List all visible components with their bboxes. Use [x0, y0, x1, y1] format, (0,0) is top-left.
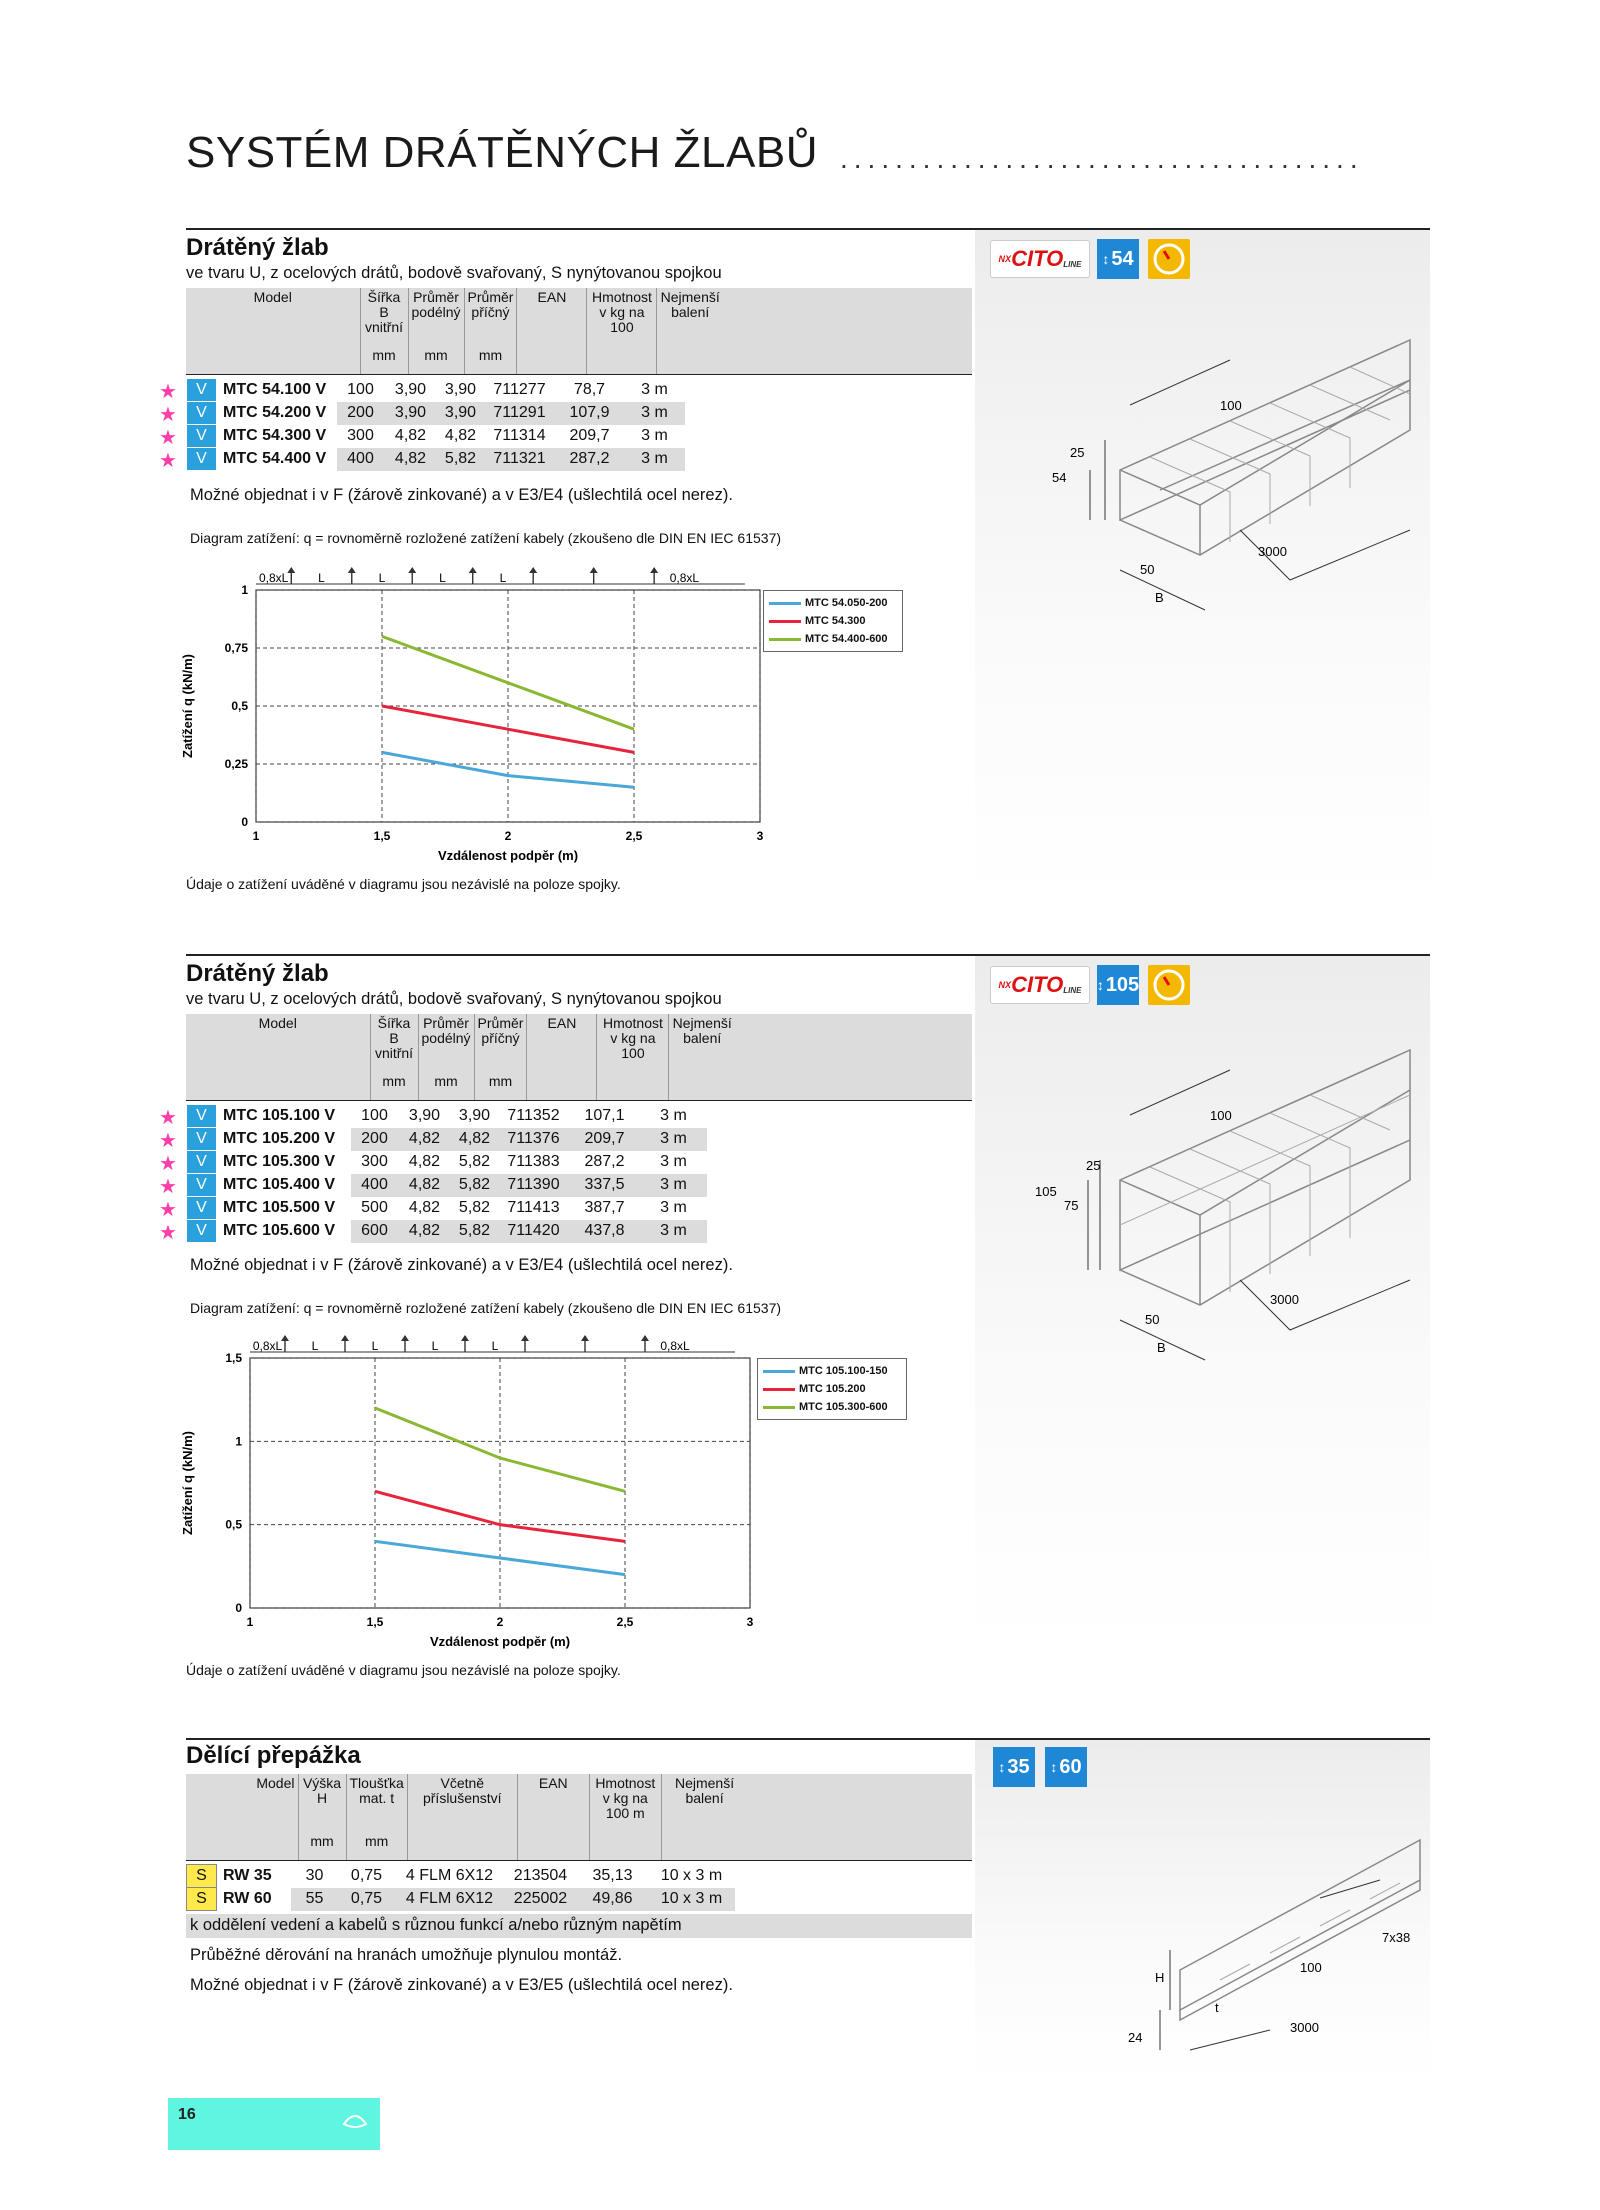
span-label: 0,8xL: [252, 1339, 283, 1353]
col-ean: EAN: [527, 1014, 597, 1072]
cell-w: 100: [361, 1107, 388, 1124]
table-row: [187, 1174, 707, 1197]
span-label: L: [371, 1339, 379, 1353]
unit: mm: [370, 1072, 418, 1100]
new-product-star-icon: ★: [159, 1199, 177, 1221]
cell-pack: 3 m: [641, 1220, 707, 1243]
cell-model: RW 60: [223, 1890, 272, 1907]
cell-kg: 107,1: [584, 1107, 625, 1124]
col-model: Model: [253, 289, 292, 305]
col-long-diam: Průměr podélný: [408, 288, 464, 346]
chart-legend: [757, 1358, 907, 1420]
diagram-footnote: Údaje o zatížení uváděné v diagramu jsou nezávislé na poloze spojky.: [186, 1662, 621, 1678]
span-label: L: [499, 571, 507, 585]
x-tick-label: 1,5: [366, 1615, 384, 1629]
cell-w: 600: [351, 1220, 399, 1243]
support-arrow: [581, 1335, 589, 1341]
support-arrow: [341, 1335, 349, 1341]
variant-badge: S: [187, 1865, 217, 1888]
cell-kg: 35,13: [592, 1867, 633, 1884]
cell-pack: 3 m: [625, 448, 685, 471]
dim-label: 3000: [1270, 1292, 1299, 1307]
cell-kg: 49,86: [577, 1888, 649, 1911]
cell-h: 55: [291, 1888, 339, 1911]
unit: mm: [408, 346, 464, 374]
variant-badge: V ★: [187, 1220, 217, 1243]
col-cross-diam: Průměr příčný: [464, 288, 517, 346]
cell-ean: 711321: [485, 448, 555, 471]
cell-w: 300: [347, 427, 374, 444]
cell-model: MTC 105.300 V: [223, 1153, 336, 1170]
cell-ean: 711420: [499, 1220, 569, 1243]
col-accessories: Včetně příslušenství: [407, 1774, 517, 1832]
span-label: L: [318, 571, 325, 585]
y-tick-label: 1,5: [225, 1351, 242, 1365]
cell-d2: 3,90: [437, 402, 485, 425]
cell-d2: 5,82: [458, 1153, 491, 1170]
cell-pack: 3 m: [625, 402, 685, 425]
cell-d2: 4,82: [451, 1128, 499, 1151]
cell-w: 200: [337, 402, 385, 425]
col-width: Šířka B vnitřní: [370, 1014, 418, 1072]
cell-d1: 3,90: [408, 1107, 441, 1124]
cell-w: 300: [361, 1153, 388, 1170]
cell-d1: 4,82: [399, 1220, 451, 1243]
divider-drawing: [1120, 1820, 1430, 2070]
cell-kg: 209,7: [569, 427, 610, 444]
table-row: [187, 1888, 735, 1911]
cell-ean: 711277: [493, 381, 546, 398]
variant-badge: V ★: [187, 1197, 217, 1220]
section-title: Dělící přepážka: [186, 1742, 361, 1769]
dim-label: 3000: [1258, 544, 1287, 559]
span-label: L: [491, 1339, 499, 1353]
new-product-star-icon: ★: [159, 1107, 177, 1129]
page-title: SYSTÉM DRÁTĚNÝCH ŽLABŮ: [186, 128, 818, 177]
support-arrow: [529, 567, 537, 573]
cito-line-logo: NX CITO LINE: [990, 966, 1090, 1004]
span-label: 0,8xL: [660, 1339, 690, 1353]
y-axis-label: Zatížení q (kN/m): [180, 1430, 195, 1536]
variant-badge: V ★: [187, 425, 217, 448]
x-tick-label: 2,5: [616, 1615, 634, 1629]
span-label: L: [439, 571, 446, 585]
legend-entry: MTC 54.400-600: [769, 630, 897, 648]
cell-model: RW 35: [223, 1867, 272, 1884]
new-product-star-icon: ★: [159, 1222, 177, 1244]
cell-model: MTC 54.200 V: [223, 404, 327, 421]
dim-label: 100: [1210, 1108, 1232, 1123]
x-tick-label: 1: [252, 829, 260, 843]
cell-acc: 4 FLM 6X12: [405, 1867, 494, 1884]
variant-badge: V ★: [187, 1151, 217, 1174]
table-row: [187, 1105, 707, 1128]
tray-drawing-54: [1000, 320, 1420, 640]
cell-kg: 209,7: [569, 1128, 641, 1151]
variant-badge: V ★: [187, 402, 217, 425]
dim-label: 25: [1070, 445, 1085, 460]
y-tick-label: 0,5: [231, 699, 248, 713]
brand-mark-icon: [340, 2106, 370, 2130]
cell-d2: 3,90: [444, 381, 477, 398]
cell-model: MTC 105.100 V: [223, 1107, 336, 1124]
cell-ean: 711376: [499, 1128, 569, 1151]
support-arrow: [287, 567, 295, 573]
dim-label: 100: [1300, 1960, 1322, 1975]
y-tick-label: 0,75: [224, 641, 248, 655]
unit: mm: [474, 1072, 527, 1100]
cell-d1: 4,82: [408, 1153, 441, 1170]
dim-label: 7x38: [1382, 1930, 1411, 1945]
variant-badge: V ★: [187, 448, 217, 471]
cell-model: MTC 105.500 V: [223, 1199, 336, 1216]
new-product-star-icon: ★: [159, 381, 177, 403]
product-table-body: [159, 378, 685, 472]
cell-d1: 4,82: [399, 1128, 451, 1151]
section-title: Drátěný žlab: [186, 960, 329, 987]
cell-w: 500: [361, 1199, 388, 1216]
cell-d1: 3,90: [394, 381, 427, 398]
table-row: [187, 379, 685, 402]
x-tick-label: 2: [496, 1615, 504, 1629]
height-icon-35: ↕ 35: [993, 1747, 1035, 1787]
chart-legend: [763, 590, 903, 652]
support-arrow: [408, 567, 416, 573]
table-row: [187, 448, 685, 471]
cell-ean: 711314: [493, 427, 546, 444]
col-ean: EAN: [517, 288, 587, 346]
x-tick-label: 2,5: [625, 829, 643, 843]
cell-w: 400: [337, 448, 385, 471]
x-tick-label: 1,5: [373, 829, 391, 843]
cell-d2: 3,90: [458, 1107, 491, 1124]
y-tick-label: 1: [241, 583, 248, 597]
quick-mount-clock-icon: [1148, 965, 1190, 1005]
support-arrow: [281, 1335, 289, 1341]
cell-model: MTC 54.300 V: [223, 427, 327, 444]
section-subtitle: ve tvaru U, z ocelových drátů, bodově svařovaný, S nynýtovanou spojkou: [186, 264, 722, 282]
quick-mount-clock-icon: [1148, 239, 1190, 279]
cell-w: 100: [347, 381, 374, 398]
dim-label: 105: [1035, 1184, 1057, 1199]
cell-ean: 711291: [485, 402, 555, 425]
x-tick-label: 1: [246, 1615, 254, 1629]
cell-model: MTC 105.200 V: [223, 1130, 336, 1147]
cell-ean: 225002: [505, 1888, 577, 1911]
cell-d2: 5,82: [437, 448, 485, 471]
cell-model: MTC 54.400 V: [223, 450, 327, 467]
dim-label: B: [1157, 1340, 1166, 1355]
unit: mm: [418, 1072, 474, 1100]
y-tick-label: 0: [241, 815, 248, 829]
legend-entry: MTC 105.100-150: [763, 1362, 901, 1380]
product-table-body: [159, 1104, 707, 1244]
section-subtitle: ve tvaru U, z ocelových drátů, bodově svařovaný, S nynýtovanou spojkou: [186, 990, 722, 1008]
dim-label: t: [1215, 2000, 1219, 2015]
cell-model: MTC 105.600 V: [223, 1222, 336, 1239]
x-axis-label: Vzdálenost podpěr (m): [429, 1634, 571, 1649]
col-thickness: Tloušťka mat. t: [346, 1774, 407, 1832]
new-product-star-icon: ★: [159, 404, 177, 426]
variant-badge: V ★: [187, 1128, 217, 1151]
y-tick-label: 0,25: [224, 757, 248, 771]
legend-entry: MTC 54.300: [769, 612, 897, 630]
cell-ean: 711413: [507, 1199, 560, 1216]
cito-line-logo: NX CITO LINE: [990, 240, 1090, 278]
variant-badge: V ★: [187, 1105, 217, 1128]
height-icon-60: ↕ 60: [1045, 1747, 1087, 1787]
title-dots: ......................................: [840, 146, 1364, 172]
new-product-star-icon: ★: [159, 427, 177, 449]
cell-ean: 711390: [499, 1174, 569, 1197]
cell-pack: 3 m: [641, 1174, 707, 1197]
support-arrow: [650, 567, 658, 573]
cell-d1: 4,82: [394, 427, 427, 444]
cell-kg: 387,7: [584, 1199, 625, 1216]
legend-entry: MTC 105.300-600: [763, 1398, 901, 1416]
col-pack: Nejmenší balení: [661, 1774, 747, 1832]
cell-d2: 5,82: [451, 1220, 499, 1243]
unit: mm: [346, 1832, 407, 1860]
x-tick-label: 3: [756, 829, 764, 843]
span-label: 0,8xL: [669, 571, 700, 585]
col-model: Model: [258, 1015, 297, 1031]
cell-kg: 337,5: [569, 1174, 641, 1197]
dim-label: 50: [1145, 1312, 1160, 1327]
cell-pack: 10 x 3 m: [649, 1888, 735, 1911]
dim-label: 100: [1220, 398, 1242, 413]
height-icon: ↕ 54: [1097, 239, 1139, 279]
dim-label: 3000: [1290, 2020, 1319, 2035]
y-tick-label: 0: [235, 1601, 242, 1615]
diagram-caption: Diagram zatížení: q = rovnoměrně rozložené zatížení kabely (zkoušeno dle DIN EN IEC 61537): [190, 530, 782, 546]
cell-model: MTC 105.400 V: [223, 1176, 336, 1193]
dim-label: 75: [1064, 1198, 1079, 1213]
table-row: [187, 425, 685, 448]
cell-kg: 78,7: [573, 381, 606, 398]
y-axis-label: Zatížení q (kN/m): [180, 653, 195, 759]
cell-pack: 3 m: [641, 427, 668, 444]
cell-ean: 711352: [507, 1107, 560, 1124]
cell-kg: 107,9: [555, 402, 625, 425]
order-note: Možné objednat i v F (žárově zinkované) a v E3/E4 (ušlechtilá ocel nerez).: [190, 486, 733, 504]
y-tick-label: 1: [235, 1434, 242, 1449]
cell-ean: 213504: [513, 1867, 568, 1884]
table-row: [187, 1220, 707, 1243]
table-row: [187, 1865, 735, 1888]
new-product-star-icon: ★: [159, 1153, 177, 1175]
variant-badge: S: [187, 1888, 217, 1911]
support-arrow: [469, 567, 477, 573]
cell-d2: 5,82: [458, 1199, 491, 1216]
diagram-footnote: Údaje o zatížení uváděné v diagramu jsou nezávislé na poloze spojky.: [186, 876, 621, 892]
order-note: Možné objednat i v F (žárově zinkované) a v E3/E5 (ušlechtilá ocel nerez).: [190, 1976, 733, 1994]
x-tick-label: 2: [504, 829, 512, 843]
dim-label: B: [1155, 590, 1164, 605]
perforation-note: Průběžné děrování na hranách umožňuje plynulou montáž.: [190, 1946, 623, 1964]
col-ean: EAN: [517, 1774, 589, 1832]
x-axis-label: Vzdálenost podpěr (m): [437, 848, 579, 863]
dim-label: 50: [1140, 562, 1155, 577]
new-product-star-icon: ★: [159, 1130, 177, 1152]
cell-ean: 711383: [507, 1153, 560, 1170]
table-row: [187, 1128, 707, 1151]
legend-entry: MTC 105.200: [763, 1380, 901, 1398]
support-arrow: [641, 1335, 649, 1341]
unit: mm: [298, 1832, 346, 1860]
cell-pack: 3 m: [660, 1107, 687, 1124]
product-table: [186, 1014, 735, 1100]
col-pack: Nejmenší balení: [669, 1014, 735, 1072]
height-icon: ↕ 105: [1097, 965, 1139, 1005]
support-arrow: [348, 567, 356, 573]
product-table: [186, 288, 723, 374]
support-arrow: [461, 1335, 469, 1341]
col-model: Model: [256, 1775, 295, 1791]
dim-label: H: [1155, 1970, 1165, 1985]
legend-entry: MTC 54.050-200: [769, 594, 897, 612]
col-long-diam: Průměr podélný: [418, 1014, 474, 1072]
support-arrow: [401, 1335, 409, 1341]
span-label: L: [431, 1339, 439, 1353]
product-table: [186, 1774, 747, 1860]
tray-drawing-105: [1000, 1030, 1420, 1370]
span-label: 0,8xL: [258, 571, 289, 585]
cell-d2: 4,82: [444, 427, 477, 444]
diagram-caption: Diagram zatížení: q = rovnoměrně rozložené zatížení kabely (zkoušeno dle DIN EN IEC 61537): [190, 1300, 782, 1316]
col-weight: Hmotnost v kg na 100: [587, 288, 657, 346]
support-arrow: [521, 1335, 529, 1341]
col-height: Výška H: [298, 1774, 346, 1832]
dim-label: 54: [1052, 470, 1067, 485]
cell-d1: 4,82: [385, 448, 437, 471]
cell-d1: 4,82: [399, 1174, 451, 1197]
span-label: L: [311, 1339, 319, 1353]
col-cross-diam: Průměr příčný: [474, 1014, 527, 1072]
cell-kg: 287,2: [584, 1153, 625, 1170]
cell-pack: 3 m: [641, 1128, 707, 1151]
unit: mm: [360, 346, 408, 374]
cell-t: 0,75: [339, 1888, 395, 1911]
dim-label: 24: [1128, 2030, 1143, 2045]
unit: mm: [464, 346, 517, 374]
cell-t: 0,75: [350, 1867, 383, 1884]
order-note: Možné objednat i v F (žárově zinkované) a v E3/E4 (ušlechtilá ocel nerez).: [190, 1256, 733, 1274]
new-product-star-icon: ★: [159, 450, 177, 472]
cell-pack: 3 m: [641, 381, 668, 398]
cell-pack: 10 x 3 m: [660, 1867, 723, 1884]
span-label: L: [378, 571, 386, 585]
page-number: 16: [178, 2106, 196, 2123]
usage-note: k oddělení vedení a kabelů s různou funkcí a/nebo různým napětím: [190, 1916, 682, 1934]
variant-badge: V ★: [187, 1174, 217, 1197]
cell-w: 400: [351, 1174, 399, 1197]
cell-h: 30: [305, 1867, 324, 1884]
table-row: [187, 1151, 707, 1174]
section-title: Drátěný žlab: [186, 234, 329, 261]
dim-label: 25: [1086, 1158, 1101, 1173]
cell-acc: 4 FLM 6X12: [395, 1888, 505, 1911]
table-row: [187, 402, 685, 425]
col-weight: Hmotnost v kg na 100 m: [589, 1774, 661, 1832]
col-pack: Nejmenší balení: [657, 288, 723, 346]
x-tick-label: 3: [746, 1615, 754, 1629]
cell-pack: 3 m: [660, 1153, 687, 1170]
cell-kg: 437,8: [569, 1220, 641, 1243]
new-product-star-icon: ★: [159, 1176, 177, 1198]
col-width: Šířka B vnitřní: [360, 288, 408, 346]
product-table-body: [186, 1864, 735, 1911]
cell-model: MTC 54.100 V: [223, 381, 327, 398]
cell-pack: 3 m: [660, 1199, 687, 1216]
table-row: [187, 1197, 707, 1220]
cell-d1: 4,82: [408, 1199, 441, 1216]
cell-d1: 3,90: [385, 402, 437, 425]
y-tick-label: 0,5: [225, 1517, 242, 1532]
cell-kg: 287,2: [555, 448, 625, 471]
col-weight: Hmotnost v kg na 100: [597, 1014, 669, 1072]
cell-w: 200: [351, 1128, 399, 1151]
support-arrow: [590, 567, 598, 573]
variant-badge: V ★: [187, 379, 217, 402]
cell-d2: 5,82: [451, 1174, 499, 1197]
